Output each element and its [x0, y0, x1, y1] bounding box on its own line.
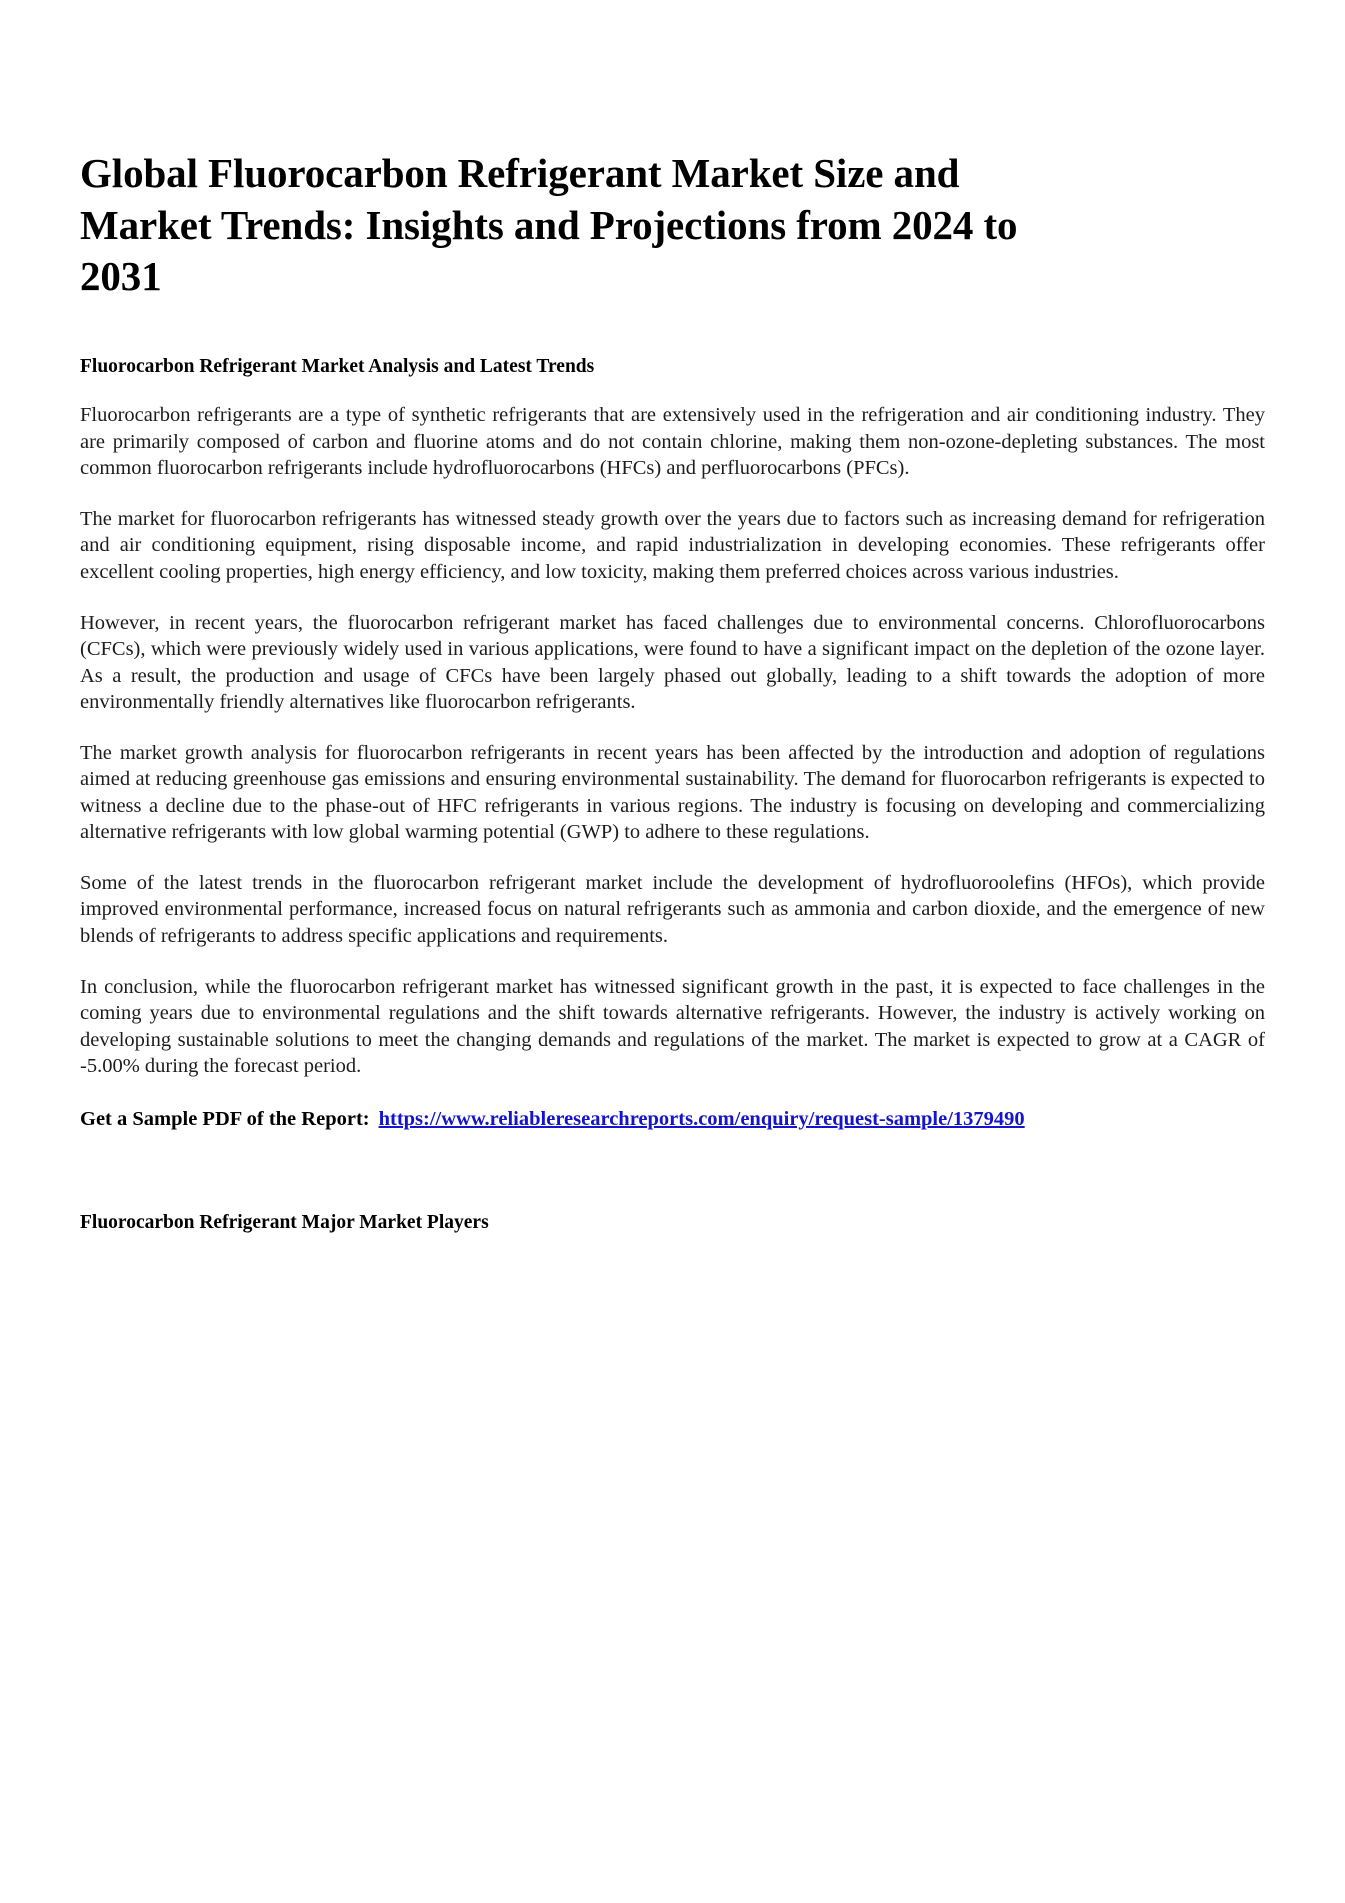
sample-pdf-link[interactable]: https://www.reliableresearchreports.com/enquiry/request-sample/1379490	[378, 1107, 1025, 1130]
paragraph-regulations: The market growth analysis for fluorocarbon refrigerants in recent years has been affected by the introduction and adoption of regulations aimed at reducing greenhouse gas emissions and ensuring environmental sustainability. The demand for fluorocarbon refrigerants is expected to witness a decline due to the phase-out of HFC refrigerants in various regions. The industry is focusing on developing and commercializing alternative refrigerants with low global warming potential (GWP) to adhere to these regulations.	[80, 741, 1265, 844]
sample-pdf-label: Get a Sample PDF of the Report:	[80, 1107, 370, 1130]
paragraph-market-growth: The market for fluorocarbon refrigerants has witnessed steady growth over the years due to factors such as increasing demand for refrigeration and air conditioning equipment, rising disposable income, and rapid industrialization in developing economies. These refrigerants offer excellent cooling properties, high energy efficiency, and low toxicity, making them preferred choices across various industries.	[80, 507, 1265, 584]
section-heading-major-players: Fluorocarbon Refrigerant Major Market Players	[80, 1212, 489, 1234]
page-title: Global Fluorocarbon Refrigerant Market Size and Market Trends: Insights and Projections from 2024 to 2031	[80, 150, 1018, 300]
paragraph-conclusion: In conclusion, while the fluorocarbon refrigerant market has witnessed significant growth in the past, it is expected to face challenges in the coming years due to environmental regulations and the shift towards alternative refrigerants. However, the industry is actively working on developing sustainable solutions to meet the changing demands and regulations of the market. The market is expected to grow at a CAGR of -5.00% during the forecast period.	[80, 975, 1265, 1078]
paragraph-intro: Fluorocarbon refrigerants are a type of synthetic refrigerants that are extensively used in the refrigeration and air conditioning industry. They are primarily composed of carbon and fluorine atoms and do not contain chlorine, making them non-ozone-depleting substances. The most common fluorocarbon refrigerants include hydrofluorocarbons (HFCs) and perfluorocarbons (PFCs).	[80, 404, 1265, 480]
sample-pdf-cta	[80, 1080, 1265, 1133]
paragraph-latest-trends: Some of the latest trends in the fluorocarbon refrigerant market include the development of hydrofluoroolefins (HFOs), which provide improved environmental performance, increased focus on natural refrigerants such as ammonia and carbon dioxide, and the emergence of new blends of refrigerants to address specific applications and requirements.	[80, 871, 1265, 948]
paragraph-environmental-concerns: However, in recent years, the fluorocarbon refrigerant market has faced challenges due to environmental concerns. Chlorofluorocarbons (CFCs), which were previously widely used in various applications, were found to have a significant impact on the depletion of the ozone layer. As a result, the production and usage of CFCs have been largely phased out globally, leading to a shift towards the adoption of more environmentally friendly alternatives like fluorocarbon refrigerants.	[80, 611, 1265, 714]
document-content	[80, 0, 1265, 1237]
section-heading-analysis: Fluorocarbon Refrigerant Market Analysis and Latest Trends	[80, 355, 595, 377]
